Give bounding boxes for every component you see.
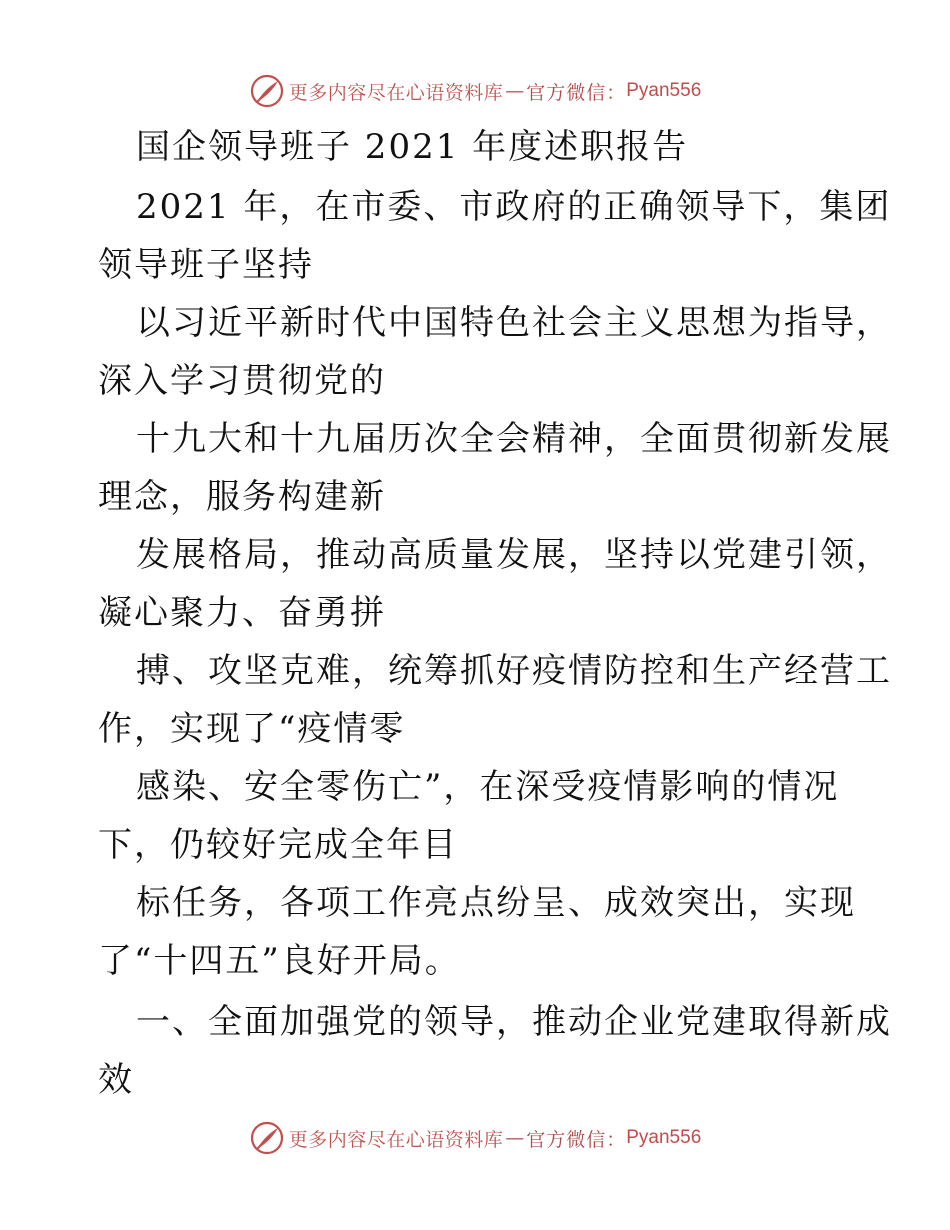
- watermark-main-text: 更多内容尽在心语资料库: [288, 81, 504, 104]
- paragraph-line: 十九大和十九届历次全会精神，全面贯彻新发展: [136, 419, 892, 459]
- feather-pen-logo-icon: [249, 1120, 285, 1156]
- watermark-wechat-label: 官方微信：: [526, 81, 627, 104]
- watermark-banner-bottom: [0, 1118, 950, 1158]
- watermark-wechat-id: Pyan556: [626, 1127, 702, 1148]
- paragraph-line: 凝心聚力、奋勇拼: [98, 593, 386, 633]
- section-heading-line: 效: [98, 1060, 134, 1100]
- paragraph-line: 标任务，各项工作亮点纷呈、成效突出，实现: [136, 883, 856, 923]
- paragraph-line: 下，仍较好完成全年目: [98, 825, 458, 865]
- paragraph-line: 深入学习贯彻党的: [98, 361, 386, 401]
- paragraph-line: 搏、攻坚克难，统筹抓好疫情防控和生产经营工: [136, 651, 892, 691]
- section-heading-line: 一、全面加强党的领导，推动企业党建取得新成: [136, 1002, 892, 1042]
- paragraph-line: 以习近平新时代中国特色社会主义思想为指导，: [136, 303, 892, 343]
- watermark-separator: —: [505, 80, 525, 102]
- paragraph-line: 领导班子坚持: [98, 245, 314, 285]
- paragraph-line: 理念，服务构建新: [98, 477, 386, 517]
- watermark-separator: —: [505, 1127, 525, 1149]
- watermark-main-text: 更多内容尽在心语资料库: [288, 1128, 504, 1151]
- paragraph-line: 2021 年，在市委、市政府的正确领导下，集团: [136, 187, 892, 227]
- paragraph-line: 感染、安全零伤亡”，在深受疫情影响的情况: [136, 767, 840, 807]
- paragraph-line: 了“十四五”良好开局。: [98, 941, 461, 981]
- document-title: 国企领导班子 2021 年度述职报告: [136, 127, 689, 167]
- paragraph-line: 发展格局，推动高质量发展，坚持以党建引领，: [136, 535, 892, 575]
- watermark-wechat-label: 官方微信：: [526, 1128, 627, 1151]
- watermark-wechat-id: Pyan556: [626, 80, 702, 101]
- paragraph-line: 作，实现了“疫情零: [98, 709, 406, 749]
